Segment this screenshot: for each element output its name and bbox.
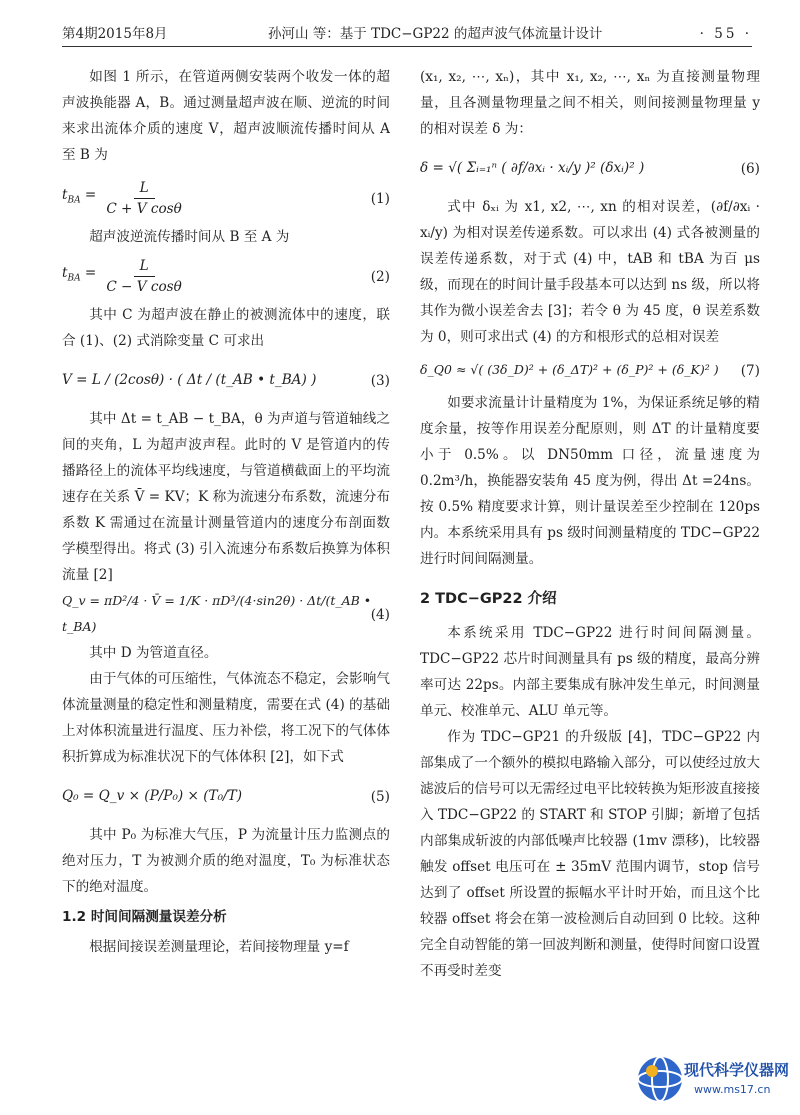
equation-4: Q_v = πD²/4 · V̄ = 1/K · πD³/(4·sin2θ) · Δt/(t_AB • t_BA) (4) [62, 593, 390, 634]
right-column [420, 64, 760, 984]
paragraph: 本系统采用 TDC−GP22 进行时间间隔测量。TDC−GP22 芯片时间测量具有 ps 级的精度，最高分辨率可达 22ps。内部主要集成有脉冲发生单元，时间测量单元、校准单元、ALU 单元等。 [420, 625, 760, 719]
logo-url: www.ms17.cn [694, 1083, 771, 1096]
paragraph: 如要求流量计计量精度为 1%，为保证系统足够的精度余量，按等作用误差分配原则，则 ΔT 的计量精度要小于 0.5%。以 DN50mm 口径，流量速度为 0.2m³/h，换能器安装角 45 度为例，得出 Δt =24ns。按 0.5% 精度要求计算，则计量误差至少控制在 120ps 内。本系统采用具有 ps 级时间测量精度的 TDC−GP22 进行时间间隔测量。 [420, 395, 760, 567]
paragraph: 如图 1 所示，在管道两侧安装两个收发一体的超声波换能器 A，B。通过测量超声波在顺、逆流的时间来求出流体介质的速度 V，超声波顺流传播时间从 A 至 B 为 [62, 69, 390, 163]
paragraph: 其中 C 为超声波在静止的被测流体中的速度，联合 (1)、(2) 式消除变量 C 可求出 [62, 307, 390, 349]
equation-number: (1) [370, 191, 390, 207]
paragraph: 作为 TDC−GP21 的升级版 [4]，TDC−GP22 内部集成了一个额外的模拟电路输入部分，可以使经过放大滤波后的信号可以无需经过电平比较转换为矩形波直接接入 TDC−GP22 的 START 和 STOP 引脚；新增了包括内部集成斩波的内部低噪声比较器 (1mv 漂移)，比较器触发 offset 电压可在 ± 35mV 范围内调节，stop 信号达到了 offset 所设置的振幅水平计时开始，而且这个比较器 offset 将会在第一波检测后自动回到 0 比较。这种完全自动智能的第一回波判断和测量，使得时间窗口设置不再受时差变 [420, 729, 760, 979]
left-column [62, 64, 390, 960]
paragraph: 其中 Δt = t_AB − t_BA，θ 为声道与管道轴线之间的夹角，L 为超声波声程。此时的 V 是管道内的传播路径上的流体平均线速度，与管道横截面上的平均流速存在关系 V̄ = KV；K 称为流速分布系数，流速分布系数 K 需通过在流量计测量管道内的速度分布剖面数学模型得出。将式 (3) 引入流速分布系数后换算为体积流量 [2] [62, 411, 390, 583]
equation-2: $t_{BA}$ = $\frac{L}{\text{C − V cosθ}}$ (2) [62, 257, 390, 295]
equation-number: (7) [740, 363, 760, 379]
equation-1: $t_{BA}$ = $\frac{L}{\text{C + V cosθ}}$ (1) [62, 179, 390, 217]
paragraph: 超声波逆流传播时间从 B 至 A 为 [89, 229, 290, 245]
section-heading: 2 TDC−GP22 介绍 [420, 591, 557, 607]
logo-name: 现代科学仪器网 [684, 1061, 790, 1079]
paragraph: 式中 δₓᵢ 为 x1, x2, ⋯, xn 的相对误差，(∂f/∂xᵢ · xᵢ/y) 为相对误差传递系数。可以求出 (4) 式各被测量的误差传递系数，对于式 (4) 中，tAB 和 tBA 为百 μs 级，而现在的时间计量手段基本可以达到 ns 级，所以将其作为微小误差舍去 [3]；若令 θ 为 45 度，θ 误差系数为 0，则可求出式 (4) 的方和根形式的总相对误差 [420, 199, 760, 345]
watermark-logo [634, 1053, 794, 1109]
equation-number: (4) [370, 607, 390, 623]
paragraph: 根据间接误差测量理论，若间接物理量 y=f [89, 939, 349, 955]
issue-info: 第4期2015年8月 [62, 26, 168, 42]
equation-5: Q₀ = Q_v × (P/P₀) × (T₀/T) (5) [62, 770, 390, 822]
article-title-header: 孙河山 等：基于 TDC−GP22 的超声波气体流量计设计 [268, 26, 603, 42]
subsection-heading: 1.2 时间间隔测量误差分析 [62, 909, 227, 925]
running-header [62, 22, 752, 47]
paragraph: 由于气体的可压缩性，气体流态不稳定，会影响气体流量测量的稳定性和测量精度，需要在式 (4) 的基础上对体积流量进行温度、压力补偿，将工况下的气体体积折算成为标准状况下的气体体积 [2]，如下式 [62, 671, 390, 765]
equation-number: (3) [370, 373, 390, 389]
equation-number: (6) [740, 161, 760, 177]
equation-7: δ_Q0 ≈ √( (3δ_D)² + (δ_ΔT)² + (δ_P)² + (δ_K)² ) (7) [420, 350, 760, 390]
equation-number: (2) [370, 269, 390, 285]
paragraph: 其中 P₀ 为标准大气压，P 为流量计压力监测点的绝对压力，T 为被测介质的绝对温度，T₀ 为标准状态下的绝对温度。 [62, 827, 390, 895]
equation-number: (5) [370, 789, 390, 805]
globe-icon [634, 1053, 686, 1105]
equation-6: δ = √( Σᵢ₌₁ⁿ ( ∂f/∂xᵢ · xᵢ/y )² (δxᵢ)² ) (6) [420, 142, 760, 194]
page-number: · 55 · [699, 26, 752, 42]
paragraph: 其中 D 为管道直径。 [89, 645, 218, 661]
paragraph: (x₁, x₂, ⋯, xₙ)，其中 x₁, x₂, ⋯, xₙ 为直接测量物理量，且各测量物理量之间不相关，则间接测量物理量 y 的相对误差 δ 为： [420, 69, 760, 137]
equation-3: V = L / (2cosθ) · ( Δt / (t_AB • t_BA) ) (3) [62, 354, 390, 406]
